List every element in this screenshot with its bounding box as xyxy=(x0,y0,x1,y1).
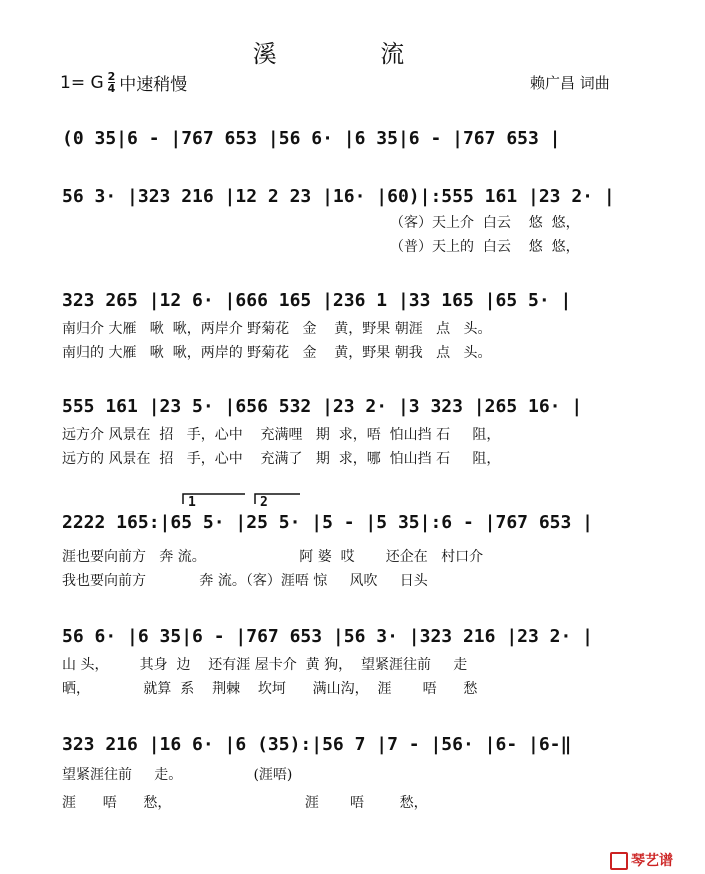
lyrics-line-4 xyxy=(0,424,501,472)
time-denominator: 4 xyxy=(107,82,116,95)
site-logo xyxy=(610,850,673,870)
lyric-verse-2: 我也要向前方 奔 流。（客）涯唔 惊 风吹 日头 xyxy=(62,573,428,589)
notes-text: 56 3· |323 216 |12 2 23 |16· |60)|:555 161 |23 2· | xyxy=(62,186,615,207)
lyrics-line-3 xyxy=(0,318,492,366)
lyric-verse-2: 涯 唔 愁， 涯 唔 愁， xyxy=(62,795,428,811)
lyrics-line-6 xyxy=(0,654,478,702)
time-numerator: 2 xyxy=(107,70,116,83)
lyrics-line-5 xyxy=(0,546,484,594)
author-credit: 赖广昌 词曲 xyxy=(530,74,610,92)
logo-text: 琴艺谱 xyxy=(631,853,673,869)
notation-line-3 xyxy=(0,280,705,320)
time-signature xyxy=(108,71,116,94)
notes-text: 323 265 |12 6· |666 165 |236 1 |33 165 |65 5· | xyxy=(62,290,572,311)
lyric-verse-1: 望紧涯往前 走。 (涯唔) xyxy=(62,767,293,783)
notation-line-6 xyxy=(0,616,705,656)
lyric-verse-2: 晒， 就算 系 荆棘 坎坷 满山沟， 涯 唔 愁 xyxy=(62,681,478,697)
lyrics-line-2 xyxy=(0,212,580,260)
notation-line-1 xyxy=(0,118,705,158)
volta-1-label: 1 xyxy=(188,495,196,510)
volta-2-label: 2 xyxy=(260,495,268,510)
key-signature xyxy=(60,70,187,95)
notes-text: 56 6· |6 35|6 - |767 653 |56 3· |323 216 |23 2· | xyxy=(62,626,594,647)
notation-line-5 xyxy=(0,490,705,540)
lyric-verse-2: 南归的 大雁 啾 啾，两岸的 野菊花 金 黄，野果 朝我 点 头。 xyxy=(62,345,492,361)
notes-text: 555 161 |23 5· |656 532 |23 2· |3 323 |265 16· | xyxy=(62,396,583,417)
notation-line-7 xyxy=(0,724,705,764)
tempo-marking: 中速稍慢 xyxy=(119,75,188,95)
notation-line-4 xyxy=(0,386,705,426)
song-title: 溪 流 xyxy=(252,40,453,68)
lyric-verse-1: 山 头， 其身 边 还有涯 屋卡介 黄 狗， 望紧涯往前 走 xyxy=(62,657,468,673)
notes-text: 323 216 |16 6· |6 (35):|56 7 |7 - |56· |6- |6-‖ xyxy=(62,734,572,755)
lyric-verse-1: （客）天上介 白云 悠 悠， xyxy=(390,215,580,231)
lyric-verse-2: 远方的 风景在 招 手，心中 充满了 期 求，哪 怕山挡 石 阻， xyxy=(62,451,501,467)
lyrics-line-7 xyxy=(0,764,428,812)
lyric-verse-1: 涯也要向前方 奔 流。 阿 婆 哎 还企在 村口介 xyxy=(62,549,484,565)
notes-text: 2222 165:|65 5· |25 5· |5 - |5 35|:6 - |767 653 | xyxy=(62,512,594,533)
notes-text: (0 35|6 - |767 653 |56 6· |6 35|6 - |767 653 | xyxy=(62,128,561,149)
logo-icon xyxy=(610,852,628,870)
key-prefix: 1= G xyxy=(60,72,104,93)
lyric-verse-1: 南归介 大雁 啾 啾，两岸介 野菊花 金 黄，野果 朝涯 点 头。 xyxy=(62,321,492,337)
lyric-verse-1: 远方介 风景在 招 手，心中 充满哩 期 求，唔 怕山挡 石 阻， xyxy=(62,427,501,443)
lyric-verse-2: （普）天上的 白云 悠 悠， xyxy=(390,239,580,255)
notation-line-2 xyxy=(0,176,705,216)
